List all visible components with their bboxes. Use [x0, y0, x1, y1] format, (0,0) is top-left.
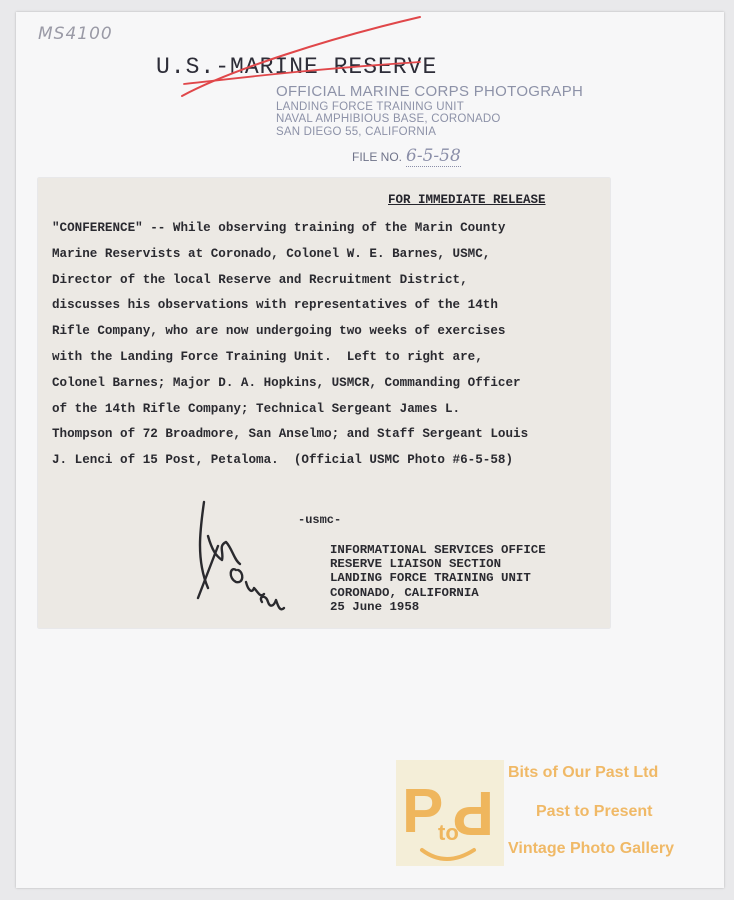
- caption-line: with the Landing Force Training Unit. Left to right are,: [52, 349, 483, 364]
- caption-line: Director of the local Reserve and Recruitment District,: [52, 272, 468, 287]
- file-number-value: 6-5-58: [406, 146, 461, 166]
- stamp-line-2: LANDING FORCE TRAINING UNIT: [276, 100, 464, 113]
- stamp-line-4: SAN DIEGO 55, CALIFORNIA: [276, 125, 437, 138]
- ptop-logo-icon: [396, 760, 506, 870]
- stamp-line-3: NAVAL AMPHIBIOUS BASE, CORONADO: [276, 113, 501, 126]
- handwritten-signature: [178, 490, 288, 620]
- watermark-line-3: Vintage Photo Gallery: [508, 840, 674, 857]
- caption-line: Thompson of 72 Broadmore, San Anselmo; and Staff Sergeant Louis: [52, 427, 529, 442]
- office-line: RESERVE LIAISON SECTION: [330, 557, 502, 572]
- svg-text:P: P: [402, 777, 444, 846]
- office-line: CORONADO, CALIFORNIA: [330, 585, 479, 600]
- office-line: LANDING FORCE TRAINING UNIT: [330, 571, 531, 586]
- stamp-line-1: OFFICIAL MARINE CORPS PHOTOGRAPH: [276, 83, 584, 100]
- svg-text:to: to: [438, 820, 459, 845]
- issuing-office: [330, 543, 546, 614]
- header-title: U.S.-MARINE RESERVE: [156, 54, 438, 80]
- gallery-watermark: [396, 760, 706, 870]
- caption-line: Rifle Company, who are now undergoing two weeks of exercises: [52, 324, 506, 339]
- file-label: FILE NO.: [352, 150, 403, 164]
- svg-text:P: P: [452, 778, 494, 847]
- file-number: [352, 146, 461, 166]
- caption-line: Marine Reservists at Coronado, Colonel W. E. Barnes, USMC,: [52, 246, 491, 261]
- release-label: FOR IMMEDIATE RELEASE: [388, 193, 546, 207]
- watermark-line-2: Past to Present: [536, 803, 653, 820]
- caption-line: of the 14th Rifle Company; Technical Sergeant James L.: [52, 401, 461, 416]
- office-line: INFORMATIONAL SERVICES OFFICE: [330, 543, 546, 557]
- pencil-note: MS4100: [38, 24, 113, 44]
- caption-line: Colonel Barnes; Major D. A. Hopkins, USMCR, Commanding Officer: [52, 375, 521, 390]
- usmc-credit: -usmc-: [298, 513, 342, 527]
- caption-line: "CONFERENCE" -- While observing training of the Marin County: [52, 221, 506, 235]
- office-line: 25 June 1958: [330, 599, 420, 614]
- official-photo-stamp: [276, 84, 583, 138]
- caption-body: [52, 216, 612, 474]
- watermark-line-1: Bits of Our Past Ltd: [508, 764, 659, 781]
- caption-line: J. Lenci of 15 Post, Petaloma. (Official USMC Photo #6-5-58): [52, 453, 514, 468]
- caption-line: discusses his observations with representatives of the 14th: [52, 298, 498, 313]
